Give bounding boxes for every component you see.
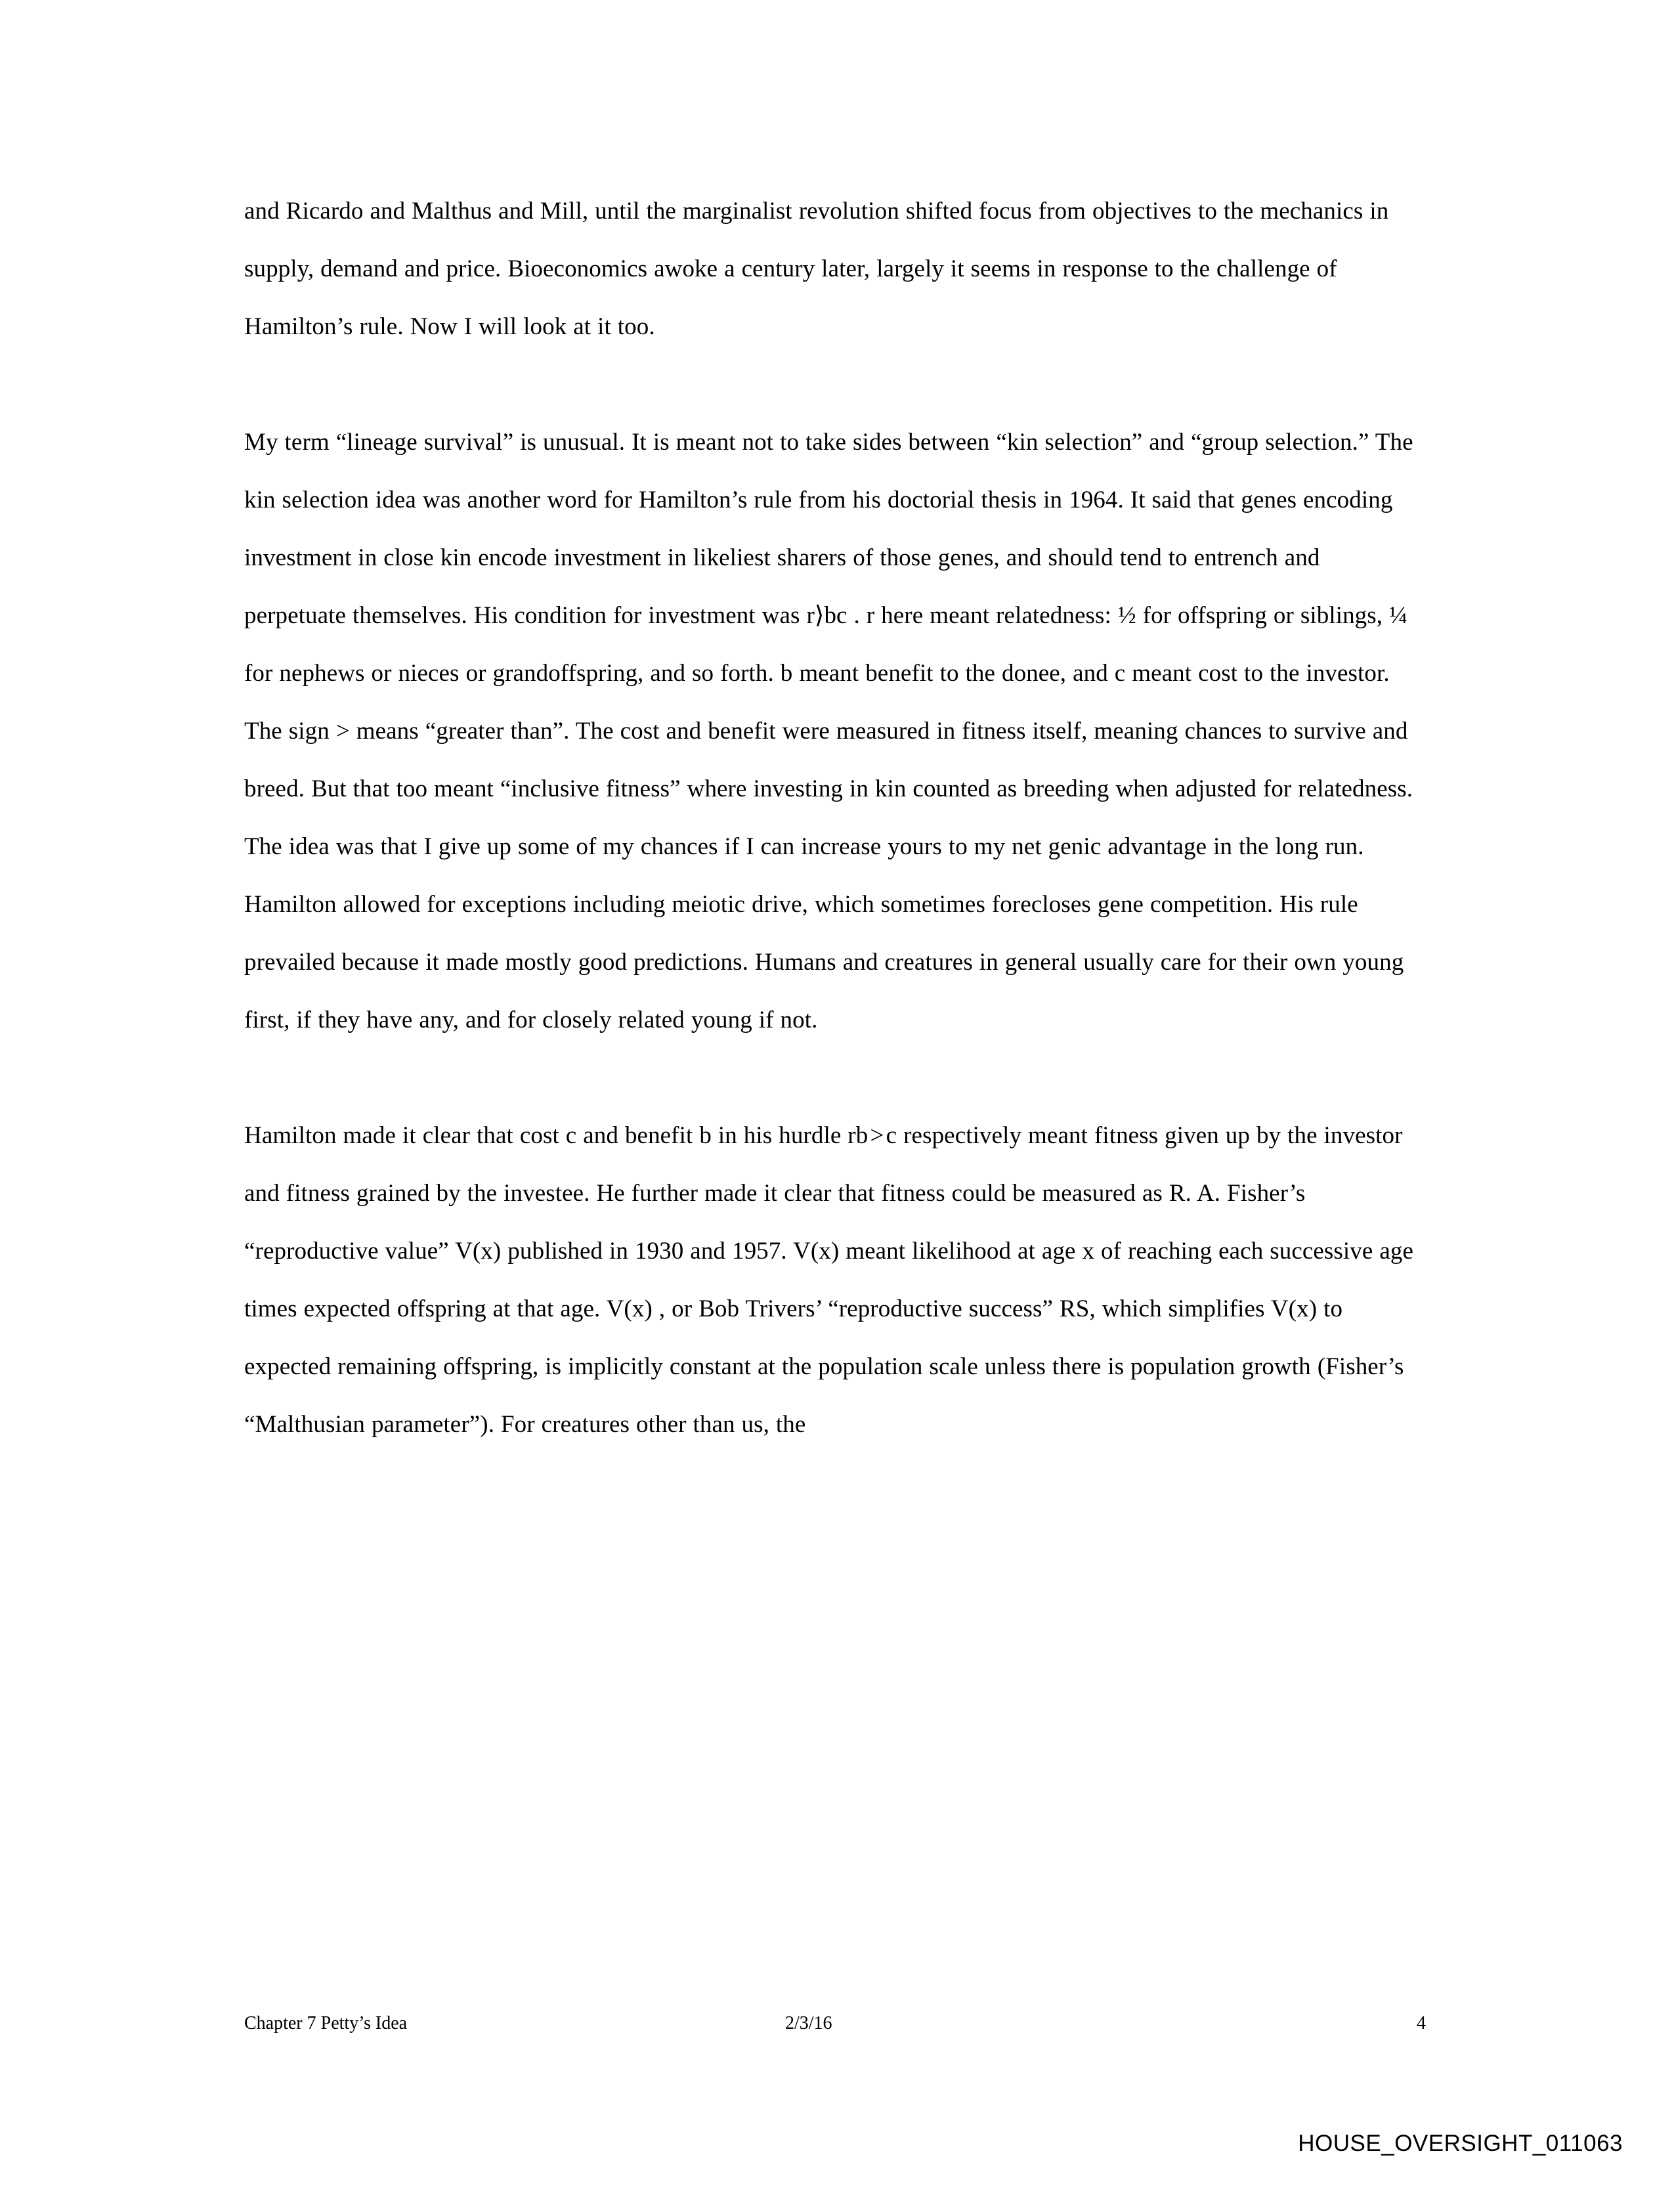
footer-page-number: 4 [1417,2013,1426,2033]
footer-row [244,2012,1426,2035]
page-footer [244,2012,1426,2035]
footer-date: 2/3/16 [785,2013,832,2033]
document-body [244,183,1426,1454]
bates-stamp: HOUSE_OVERSIGHT_011063 [1298,2131,1623,2156]
paragraph-2: My term “lineage survival” is unusual. It is meant not to take sides between “kin selection” and “group selection.” The kin selection idea was another word for Hamilton’s rule from his doctorial thesis in 1964. It said that genes encoding investment in close kin encode investment in likeliest sharers of those genes, and should tend to entrench and perpetuate themselves. His condition for investment was r⟩bc . r here meant relatedness: ½ for offspring or siblings, ¼ for nephews or nieces or grandoffspring, and so forth. b meant benefit to the donee, and c meant cost to the investor. The sign > means “greater than”. The cost and benefit were measured in fitness itself, meaning chances to survive and breed. But that too meant “inclusive fitness” where investing in kin counted as breeding when adjusted for relatedness. The idea was that I give up some of my chances if I can increase yours to my net genic advantage in the long run. Hamilton allowed for exceptions including meiotic drive, which sometimes forecloses gene competition. His rule prevailed because it made mostly good predictions. Humans and creatures in general usually care for their own young first, if they have any, and for closely related young if not. [244,429,1413,1033]
paragraph-3: Hamilton made it clear that cost c and benefit b in his hurdle rb > c respectively meant fitness given up by the investor and fitness grained by the investee. He further made it clear that fitness could be measured as R. A. Fisher’s “reproductive value” V(x) published in 1930 and 1957. V(x) meant likelihood at age x of reaching each successive age times expected offspring at that age. V(x) , or Bob Trivers’ “reproductive success” RS, which simplifies V(x) to expected remaining offspring, is implicitly constant at the population scale unless there is population growth (Fisher’s “Malthusian parameter”). For creatures other than us, the [244,1122,1414,1438]
paragraph-1: and Ricardo and Malthus and Mill, until the marginalist revolution shifted focus from objectives to the mechanics in supply, demand and price. Bioeconomics awoke a century later, largely it seems in response to the challenge of Hamilton’s rule. Now I will look at it too. [244,198,1389,340]
footer-chapter-label: Chapter 7 Petty’s Idea [244,2013,408,2033]
